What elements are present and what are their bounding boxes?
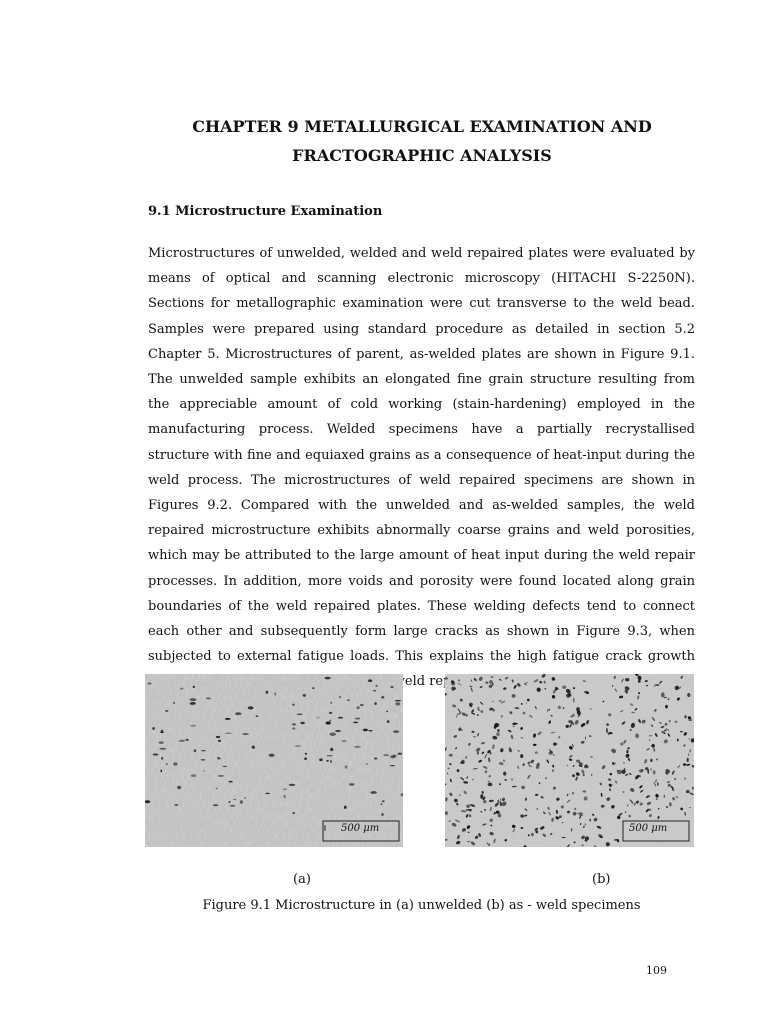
particle bbox=[213, 804, 219, 806]
particle bbox=[218, 740, 221, 742]
particle bbox=[233, 799, 236, 800]
chapter-title bbox=[148, 112, 696, 170]
particle bbox=[190, 698, 197, 701]
chapter-title-line-1: CHAPTER 9 METALLURGICAL EXAMINATION AND bbox=[192, 117, 652, 136]
scale-bar-label-a: 500 μm bbox=[341, 823, 380, 834]
particle bbox=[159, 741, 164, 744]
particle bbox=[228, 801, 230, 803]
particle bbox=[374, 758, 377, 760]
particle bbox=[646, 685, 648, 686]
particle bbox=[235, 712, 242, 715]
particle bbox=[191, 774, 197, 777]
particle bbox=[329, 712, 332, 714]
particle bbox=[330, 702, 332, 703]
micrograph-as-weld bbox=[445, 674, 694, 847]
particle bbox=[295, 746, 302, 747]
particle bbox=[342, 740, 347, 742]
particle bbox=[368, 730, 372, 731]
particle bbox=[269, 754, 275, 757]
particle bbox=[242, 733, 249, 735]
particle bbox=[382, 800, 385, 802]
particle bbox=[153, 754, 159, 756]
particle bbox=[386, 711, 388, 713]
particle bbox=[166, 763, 168, 765]
particle bbox=[193, 686, 195, 688]
particle bbox=[203, 770, 205, 771]
particle bbox=[275, 693, 277, 696]
particle bbox=[300, 722, 304, 724]
figure-label-a: (a) bbox=[293, 872, 311, 887]
particle bbox=[266, 691, 269, 694]
figure-label-b: (b) bbox=[592, 872, 611, 887]
particle bbox=[383, 755, 389, 756]
particle bbox=[331, 748, 334, 750]
scale-bar-label-b: 500 μm bbox=[629, 823, 668, 834]
particle bbox=[165, 710, 168, 711]
particle bbox=[201, 750, 206, 751]
particle bbox=[360, 704, 364, 706]
particle bbox=[368, 679, 372, 682]
particle bbox=[338, 717, 343, 719]
particle bbox=[345, 765, 348, 768]
particle bbox=[190, 702, 196, 705]
particle bbox=[335, 730, 341, 732]
particle bbox=[330, 733, 336, 736]
particle bbox=[630, 729, 632, 732]
chapter-title-line-2: FRACTOGRAPHIC ANALYSIS bbox=[292, 146, 552, 165]
particle bbox=[395, 702, 400, 705]
particle bbox=[240, 800, 243, 803]
particle bbox=[370, 791, 377, 794]
particle bbox=[319, 758, 323, 761]
particle bbox=[355, 718, 360, 720]
particle bbox=[398, 753, 402, 755]
particle bbox=[152, 727, 154, 730]
section-heading: 9.1 Microstructure Examination bbox=[148, 204, 383, 219]
particle bbox=[354, 746, 361, 748]
particle bbox=[223, 766, 228, 767]
particle bbox=[375, 685, 377, 687]
particle bbox=[393, 730, 399, 733]
particle bbox=[265, 793, 270, 795]
particle bbox=[387, 720, 390, 723]
particle bbox=[312, 687, 314, 689]
particle bbox=[161, 730, 163, 733]
particle bbox=[283, 789, 287, 790]
particle bbox=[217, 757, 219, 760]
particle bbox=[325, 677, 331, 680]
body-paragraph: Microstructures of unwelded, welded and weld repaired plates were evaluated by means of optical and scanning electronic microscopy (HITACHI S-2250N). Sections for metallographic examination were cut transverse to the weld bead. Samples were prepared using standard procedure as detailed in section 5.2 Chapter 5. Microstructures of parent, as-welded plates are shown in Figure 9.1. The unwelded sample exhibits an elongated fine grain structure resulting from the appreciable amount of cold working (stain-hardening) employed in the manufacturing process. Welded specimens have a partially recrystallised structure with fine and equiaxed grains as a consequence of heat-input during the weld process. The microstructures of weld repaired specimens are shown in Figures 9.2. Compared with the unwelded and as-welded samples, the weld repaired microstructure exhibits abnormally coarse grains and weld porosities, which may be attributed to the large amount of heat input during the weld repair processes. In addition, more voids and porosity were found located along grain boundaries of the weld repaired plates. These welding defects tend to connect each other and subsequently form large cracks as shown in Figure 9.3, when subjected to external fatigue loads. This explains the high fatigue crack growth weld bbox=[148, 246, 695, 690]
particle bbox=[161, 757, 163, 760]
particle bbox=[293, 812, 295, 814]
particle bbox=[305, 753, 307, 755]
particle bbox=[292, 704, 294, 706]
particle bbox=[225, 718, 231, 720]
particle bbox=[374, 702, 376, 705]
micrograph-unwelded bbox=[145, 674, 403, 847]
particle bbox=[229, 781, 233, 783]
particle bbox=[688, 719, 692, 721]
particle bbox=[284, 795, 286, 798]
particle bbox=[148, 683, 152, 685]
particle bbox=[381, 696, 384, 698]
particle bbox=[304, 757, 307, 760]
particle bbox=[373, 690, 376, 692]
particle bbox=[292, 723, 296, 725]
particle bbox=[244, 797, 246, 798]
particle bbox=[390, 686, 393, 688]
particle bbox=[292, 728, 295, 730]
particle bbox=[326, 760, 328, 762]
particle bbox=[248, 706, 254, 709]
particle bbox=[177, 786, 181, 789]
particle bbox=[381, 804, 383, 805]
figure-caption: Figure 9.1 Microstructure in (a) unwelded (b) as - weld specimens bbox=[202, 898, 641, 913]
particle bbox=[327, 755, 333, 756]
micrograph-b-image bbox=[445, 674, 694, 847]
particle bbox=[326, 721, 331, 724]
particle bbox=[225, 733, 232, 734]
particle bbox=[303, 694, 306, 697]
particle bbox=[381, 813, 384, 816]
particle bbox=[477, 714, 479, 716]
particle bbox=[344, 806, 347, 809]
particle bbox=[159, 748, 166, 750]
particle bbox=[357, 706, 360, 709]
particle bbox=[186, 739, 189, 741]
particle bbox=[347, 699, 350, 701]
particle bbox=[363, 729, 368, 732]
particle bbox=[393, 755, 397, 758]
particle bbox=[201, 759, 206, 761]
particle bbox=[174, 804, 178, 805]
particle bbox=[179, 740, 185, 742]
particle bbox=[194, 749, 196, 752]
particle bbox=[216, 788, 218, 790]
particle bbox=[366, 763, 368, 765]
particle bbox=[230, 805, 235, 807]
particle bbox=[390, 765, 395, 766]
particle bbox=[252, 746, 255, 749]
particle bbox=[353, 722, 358, 724]
page-number: 109 bbox=[646, 964, 667, 977]
particle bbox=[349, 783, 354, 785]
particle bbox=[329, 720, 331, 722]
particle bbox=[206, 698, 211, 700]
particle bbox=[218, 775, 224, 777]
particle bbox=[173, 762, 177, 765]
particle bbox=[180, 688, 183, 690]
micrograph-a-image bbox=[145, 674, 403, 847]
particle bbox=[256, 715, 259, 717]
particle bbox=[161, 769, 163, 772]
particle bbox=[330, 760, 332, 763]
particle bbox=[395, 700, 402, 701]
particle bbox=[317, 717, 320, 718]
particle bbox=[173, 702, 175, 704]
particle bbox=[649, 808, 651, 811]
particle bbox=[289, 784, 296, 786]
particle bbox=[339, 696, 341, 697]
particle bbox=[216, 736, 220, 738]
particle bbox=[190, 725, 196, 727]
particle bbox=[297, 714, 303, 716]
